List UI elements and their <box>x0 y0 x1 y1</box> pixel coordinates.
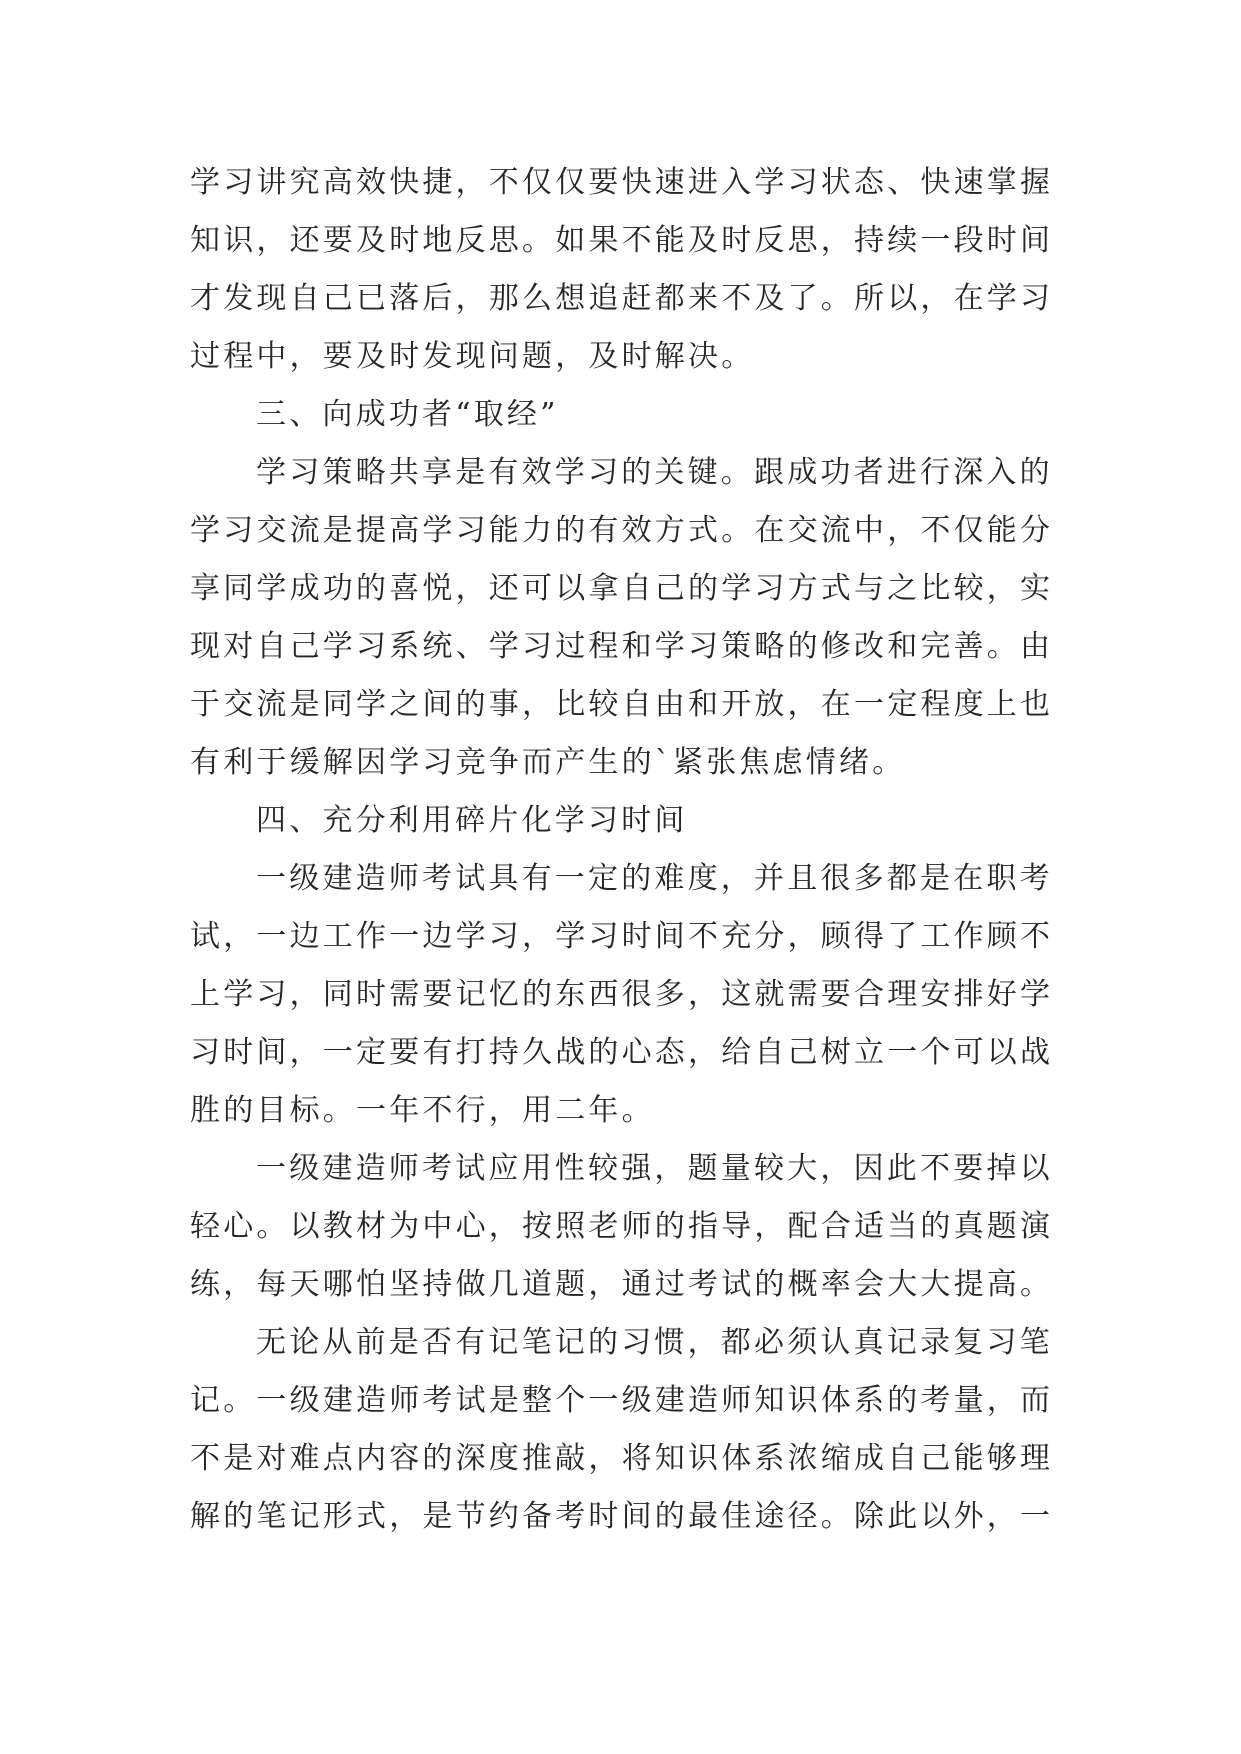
text-line: 轻心。以教材为中心，按照老师的指导，配合适当的真题演 <box>190 1209 1054 1244</box>
paragraph <box>190 1140 1241 1314</box>
heading-text: 四、充分利用碎片化学习时间 <box>256 803 688 838</box>
text-line: 胜的目标。一年不行，用二年。 <box>190 1093 655 1128</box>
heading-text: 三、向成功者“取经” <box>256 397 559 432</box>
paragraph <box>190 1314 1241 1546</box>
text-line: 一级建造师考试具有一定的难度，并且很多都是在职考 <box>256 861 1053 896</box>
text-line: 学习交流是提高学习能力的有效方式。在交流中，不仅能分 <box>190 513 1054 548</box>
text-line: 记。一级建造师考试是整个一级建造师知识体系的考量，而 <box>190 1383 1054 1418</box>
text-line: 试，一边工作一边学习，学习时间不充分，顾得了工作顾不 <box>190 919 1054 954</box>
text-line: 过程中，要及时发现问题，及时解决。 <box>190 339 755 374</box>
text-line: 无论从前是否有记笔记的习惯，都必须认真记录复习笔 <box>256 1325 1053 1360</box>
text-line: 一级建造师考试应用性较强，题量较大，因此不要掉以 <box>256 1151 1053 1186</box>
text-line: 有利于缓解因学习竞争而产生的`紧张焦虑情绪。 <box>190 745 906 780</box>
text-line: 练，每天哪怕坚持做几道题，通过考试的概率会大大提高。 <box>190 1267 1054 1302</box>
text-line: 习时间，一定要有打持久战的心态，给自己树立一个可以战 <box>190 1035 1054 1070</box>
text-line: 才发现自己已落后，那么想追赶都来不及了。所以，在学习 <box>190 281 1054 316</box>
text-line: 不是对难点内容的深度推敲，将知识体系浓缩成自己能够理 <box>190 1441 1054 1476</box>
text-line: 于交流是同学之间的事，比较自由和开放，在一定程度上也 <box>190 687 1054 722</box>
text-line: 知识，还要及时地反思。如果不能及时反思，持续一段时间 <box>190 223 1054 258</box>
text-line: 学习策略共享是有效学习的关键。跟成功者进行深入的 <box>256 455 1053 490</box>
text-line: 现对自己学习系统、学习过程和学习策略的修改和完善。由 <box>190 629 1054 664</box>
text-line: 享同学成功的喜悦，还可以拿自己的学习方式与之比较，实 <box>190 571 1054 606</box>
text-line: 解的笔记形式，是节约备考时间的最佳途径。除此以外，一 <box>190 1499 1054 1534</box>
paragraph <box>190 850 1241 1140</box>
text-line: 上学习，同时需要记忆的东西很多，这就需要合理安排好学 <box>190 977 1054 1012</box>
section-heading <box>190 792 1241 850</box>
paragraph <box>190 444 1241 792</box>
paragraph <box>190 154 1241 386</box>
text-line: 学习讲究高效快捷，不仅仅要快速进入学习状态、快速掌握 <box>190 165 1054 200</box>
section-heading <box>190 386 1241 444</box>
